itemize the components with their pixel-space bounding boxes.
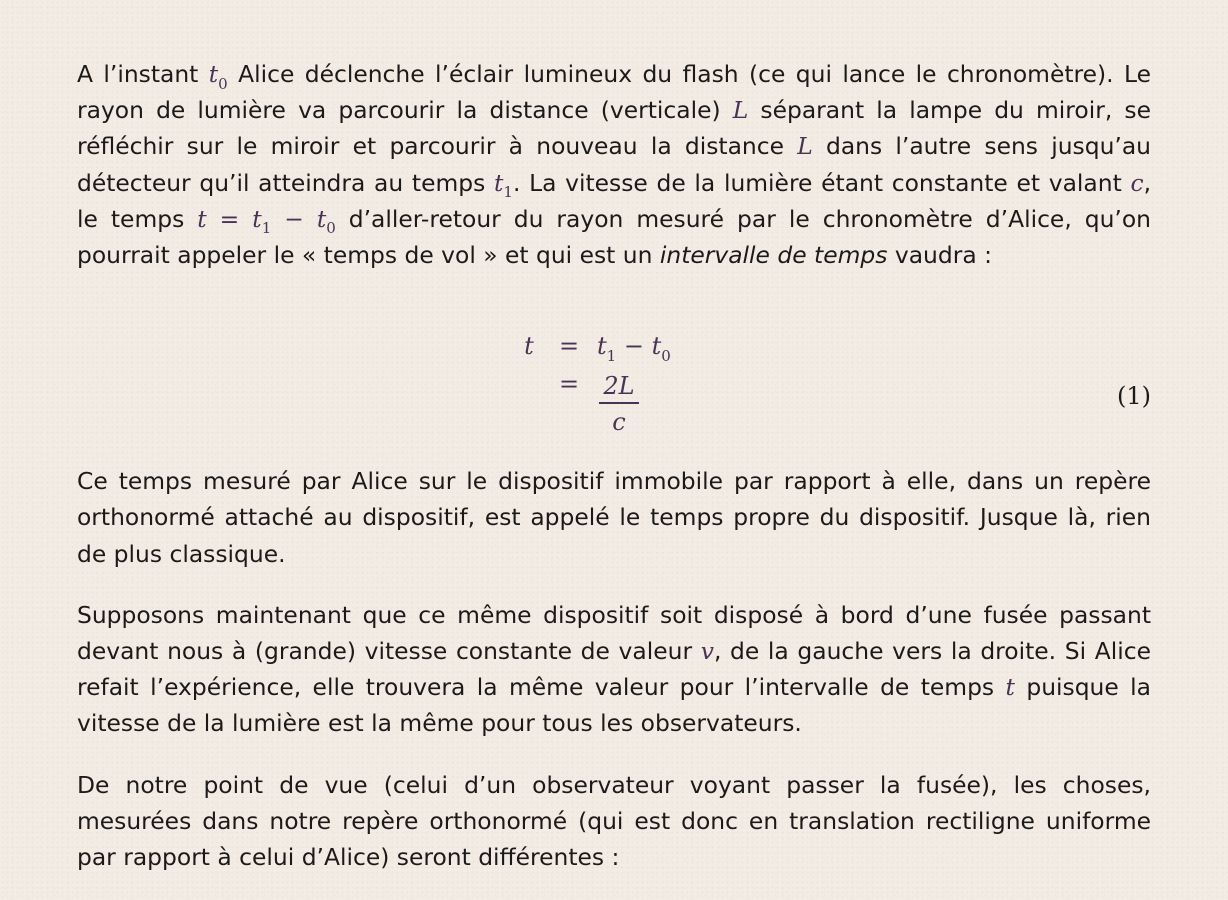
math-t0: $t_0$ (208, 60, 228, 93)
math-L: L (797, 132, 813, 161)
math-v: v (700, 637, 714, 666)
equation-number: (1) (1117, 382, 1151, 410)
document-page (77, 56, 1151, 875)
math-t: t (1005, 673, 1015, 702)
paragraph-rocket: Supposons maintenant que ce même dispositif soit disposé à bord d’une fusée passant devant nous à (grande) vitesse constante de valeur v, de la gauche vers la droite. Si Alice refait l’expérience, elle trouvera la même valeur pour l’intervalle de temps t puisque la vitesse de la lumière est la même pour tous les observateurs. (77, 600, 1152, 738)
paragraph-proper-time: Ce temps mesuré par Alice sur le dispositif immobile par rapport à elle, dans un repère orthonormé attaché au dispositif, est appelé le temps propre du dispositif. Jusque là, rien de plus classique. (77, 467, 1151, 568)
emphasis-text: intervalle de temps (659, 241, 888, 270)
display-equation (77, 332, 1151, 472)
math-inline-formula: $t = t_1 - t_0$ (197, 204, 336, 238)
equation-row-2: = (558, 370, 580, 398)
paragraph-observer: De notre point de vue (celui d’un observateur voyant passer la fusée), les choses, mesurées dans notre repère orthonormé (qui est donc en translation rectiligne uniforme par rapport à celui d’Alice) seront différentes : (77, 770, 1151, 872)
math-L: L (732, 96, 749, 125)
paragraph-intro: A l’instant $t_0$ Alice déclenche l’éclair lumineux du flash (ce qui lance le chronomètre). Le rayon de lumière va parcourir la distance (verticale) L séparant la lampe du miroir, se réfléchir sur le miroir et parcourir à nouveau la distance L dans l’autre sens jusqu’au détecteur qu’il atteindra au temps $t_1$. La vitesse de la lumière étant constante et valant c, le temps $t = t_1 - t_0$ d’aller-retour du rayon mesuré par le chronomètre d’Alice, qu’on pourrait appeler le « temps de vol » et qui est un intervalle de temps vaudra : (77, 60, 1151, 270)
math-c: c (1130, 168, 1144, 197)
math-t1: $t_1$ (493, 168, 513, 202)
equation-row-1: $t = t_1 - t_0$ (524, 332, 671, 365)
fraction-2L-over-c: 2L c (599, 372, 639, 436)
